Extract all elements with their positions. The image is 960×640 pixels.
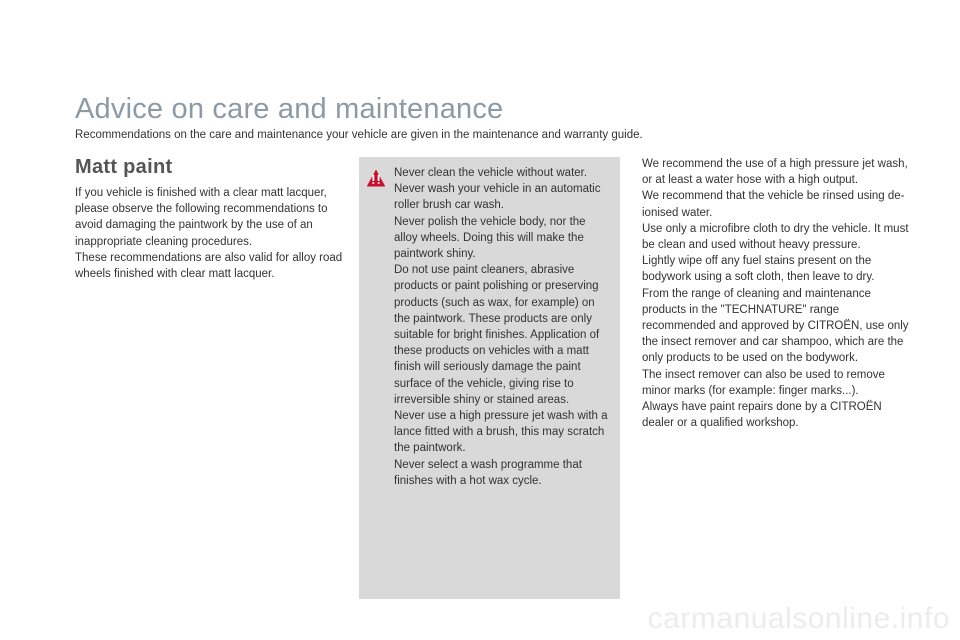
matt-paint-paragraph: These recommendations are also valid for alloy road wheels finished with clear matt lacquer. xyxy=(75,251,343,281)
page-subtitle: Recommendations on the care and maintenance your vehicle are given in the maintenance and warranty guide. xyxy=(75,129,643,141)
matt-paint-section xyxy=(75,156,345,282)
matt-paint-body xyxy=(75,185,345,282)
warning-paragraph: Do not use paint cleaners, abrasive products or paint polishing or preserving products (such as wax, for example) on the paintwork. These products are only suitable for bright finishes. Application of these products on vehicles with a matt finish will seriously damage the paint surface of the vehicle, giving rise to irreversible shiny or stained areas. xyxy=(394,264,600,406)
matt-paint-paragraph: If you vehicle is finished with a clear matt lacquer, please observe the following recommendations to avoid damaging the paintwork by the use of an inappropriate cleaning procedures. xyxy=(75,187,328,248)
section-heading-matt-paint: Matt paint xyxy=(75,156,173,178)
warning-paragraph: Never wash your vehicle in an automatic roller brush car wash. xyxy=(394,183,601,212)
recommendation-paragraph: Always have paint repairs done by a CITROËN dealer or a qualified workshop. xyxy=(642,401,882,430)
warning-paragraph: Never clean the vehicle without water. xyxy=(394,167,588,179)
warning-paragraph: Never select a wash programme that finishes with a hot wax cycle. xyxy=(394,458,582,487)
page-title: Advice on care and maintenance xyxy=(75,93,504,125)
warning-exclamation-icon xyxy=(367,170,385,187)
recommendation-paragraph: Use only a microfibre cloth to dry the vehicle. It must be clean and used without heavy pressure. xyxy=(642,222,909,252)
recommendation-paragraph: We recommend the use of a high pressure jet wash, or at least a water hose with a high output. xyxy=(642,158,908,187)
warning-paragraph: Never use a high pressure jet wash with a lance fitted with a brush, this may scratch the paintwork. xyxy=(394,410,608,455)
recommendation-paragraph: From the range of cleaning and maintenance products in the "TECHNATURE" range recommended and approved by CITROËN, use only the insect remover and car shampoo, which are the only products to be used on the bodywork. xyxy=(642,287,909,365)
recommendation-paragraph: The insect remover can also be used to remove minor marks (for example: finger marks...). xyxy=(642,368,885,397)
warning-box xyxy=(359,157,620,599)
recommendation-paragraph: We recommend that the vehicle be rinsed using de-ionised water. xyxy=(642,190,905,219)
watermark: carmanualsonline.info xyxy=(647,602,950,635)
warning-paragraph: Never polish the vehicle body, nor the alloy wheels. Doing this will make the paintwork shiny. xyxy=(394,215,586,261)
recommendation-paragraph: Lightly wipe off any fuel stains present on the bodywork using a soft cloth, then leave to dry. xyxy=(642,255,875,284)
recommendations-section xyxy=(642,156,912,431)
warning-text xyxy=(394,165,608,489)
